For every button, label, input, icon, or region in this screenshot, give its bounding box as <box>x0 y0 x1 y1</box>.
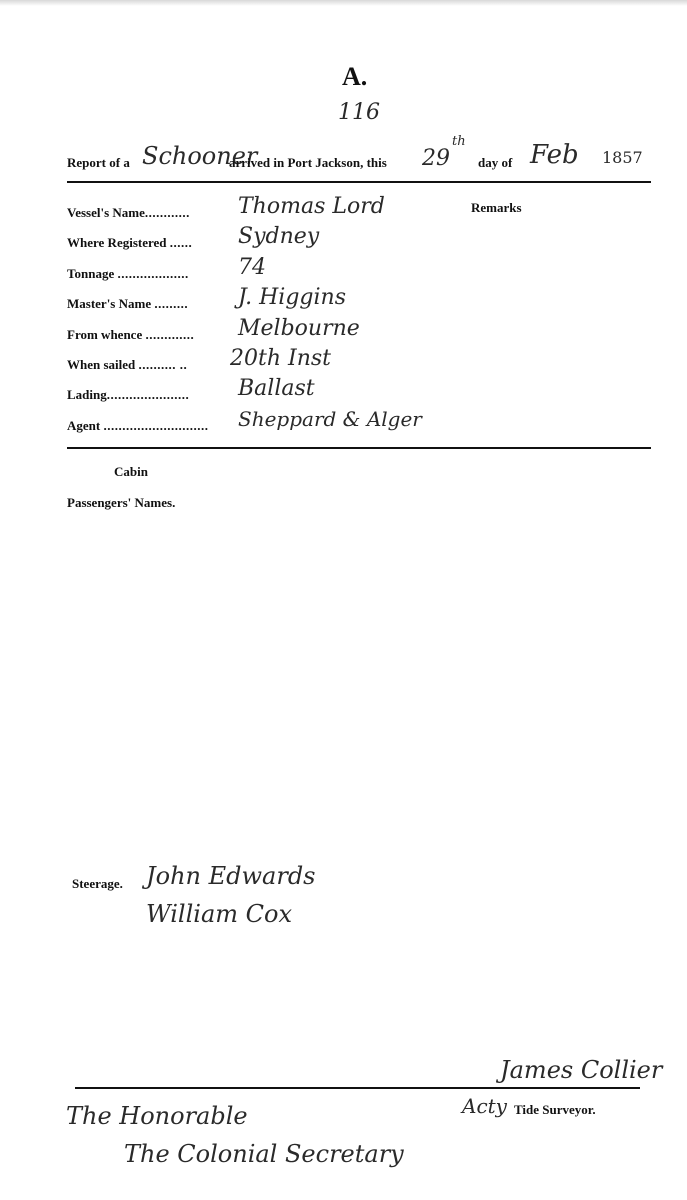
field-label-when-sailed: When sailed .......... .. <box>67 357 188 372</box>
field-label-vessel-name: Vessel's Name............ <box>67 205 190 220</box>
field-value-agent: Sheppard & Alger <box>238 407 422 431</box>
field-value-lading: Ballast <box>238 376 315 401</box>
surveyor-prefix: Acty <box>462 1094 507 1118</box>
field-value-when-sailed: 20th Inst <box>230 346 331 371</box>
report-year: 1857 <box>602 148 643 167</box>
field-value-where-registered: Sydney <box>238 224 320 249</box>
top-rule <box>67 181 651 183</box>
field-label-lading: Lading...................... <box>67 387 190 402</box>
field-label-masters-name: Master's Name ......... <box>67 296 189 311</box>
steerage-passenger-2: William Cox <box>146 900 292 928</box>
form-letter: A. <box>342 62 368 91</box>
field-label-tonnage: Tonnage ................... <box>67 266 189 281</box>
field-value-from-whence: Melbourne <box>238 316 360 341</box>
remarks-label: Remarks <box>471 200 522 215</box>
surveyor-title: Tide Surveyor. <box>514 1102 596 1117</box>
field-value-vessel-name: Thomas Lord <box>238 194 385 219</box>
report-day-word: day of <box>478 155 513 170</box>
cabin-label: Cabin <box>114 464 148 479</box>
scan-edge <box>0 0 687 6</box>
field-value-masters-name: J. Higgins <box>238 285 346 310</box>
vessel-type: Schooner <box>142 142 258 170</box>
report-month: Feb <box>530 140 579 170</box>
form-number: 116 <box>338 100 380 125</box>
field-value-tonnage: 74 <box>238 255 266 280</box>
report-day: 29 <box>422 146 450 171</box>
surveyor-signature: James Collier <box>500 1056 663 1084</box>
addressee-line-1: The Honorable <box>66 1102 248 1130</box>
field-label-agent: Agent ............................ <box>67 418 209 433</box>
addressee-line-2: The Colonial Secretary <box>124 1140 404 1168</box>
report-prefix: Report of a <box>67 155 130 170</box>
steerage-passenger-1: John Edwards <box>146 862 316 890</box>
field-label-from-whence: From whence ............. <box>67 327 195 342</box>
steerage-label: Steerage. <box>72 876 123 891</box>
report-middle: arrived in Port Jackson, this <box>229 155 387 170</box>
passengers-label: Passengers' Names. <box>67 495 176 510</box>
middle-rule <box>67 447 651 449</box>
bottom-rule <box>75 1087 640 1089</box>
field-label-where-registered: Where Registered ...... <box>67 235 193 250</box>
report-day-suffix: th <box>452 134 466 149</box>
